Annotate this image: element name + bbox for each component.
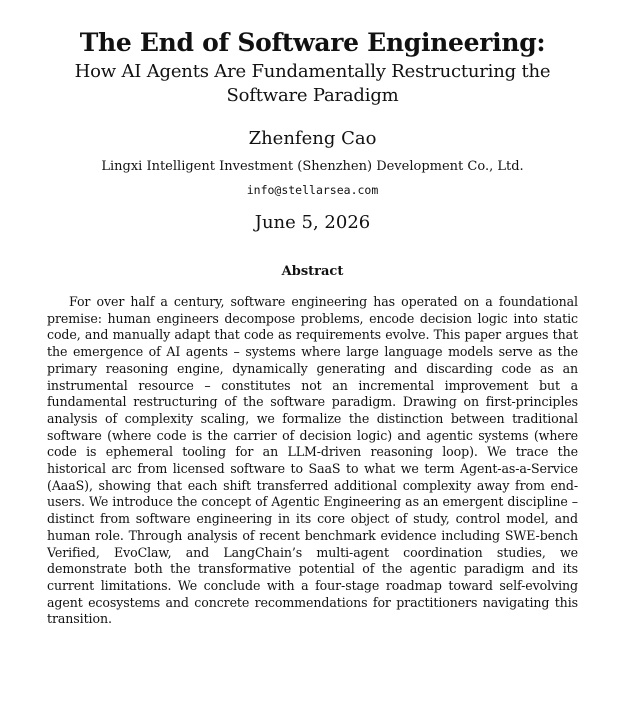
abstract-heading: Abstract: [281, 264, 344, 279]
paper-date: June 5, 2026: [254, 212, 371, 233]
author-affiliation: Lingxi Intelligent Investment (Shenzhen) Development Co., Ltd.: [101, 159, 524, 174]
paper-subtitle: How AI Agents Are Fundamentally Restructuring the Software Paradigm: [74, 61, 551, 106]
abstract-text: For over half a century, software engineering has operated on a foundational premise: human engineers decompose problems, encode decision logic into static code, and manually adapt that code as requirements evolve. This paper argues that the emergence of AI agents – systems where large language models serve as the primary reasoning engine, dynamically generating and discarding code as an instrumental resource – constitutes not an incremental improvement but a fundamental restructuring of the software paradigm. Drawing on first-principles analysis of complexity scaling, we formalize the distinction between traditional software (where code is the carrier of decision logic) and agentic systems (where code is ephemeral tooling for an LLM-driven reasoning loop). We trace the historical arc from licensed software to SaaS to what we term Agent-as-a-Service (AaaS), showing that each shift transferred additional complexity away from end-users. We introduce the concept of Agentic Engineering as an emergent discipline – distinct from software engineering in its core object of study, control model, and human role. Through analysis of recent benchmark evidence including SWE-bench Verified, EvoClaw, and LangChain’s multi-agent coordination studies, we demonstrate both the transformative potential of the agentic paradigm and its current limitations. We conclude with a four-stage roadmap toward self-evolving agent ecosystems and concrete recommendations for practitioners navigating this transition.: [47, 294, 578, 627]
paper-page: [0, 28, 625, 715]
author-name: Zhenfeng Cao: [248, 128, 377, 149]
paper-title: The End of Software Engineering:: [79, 28, 546, 57]
author-email: info@stellarsea.com: [246, 183, 379, 197]
